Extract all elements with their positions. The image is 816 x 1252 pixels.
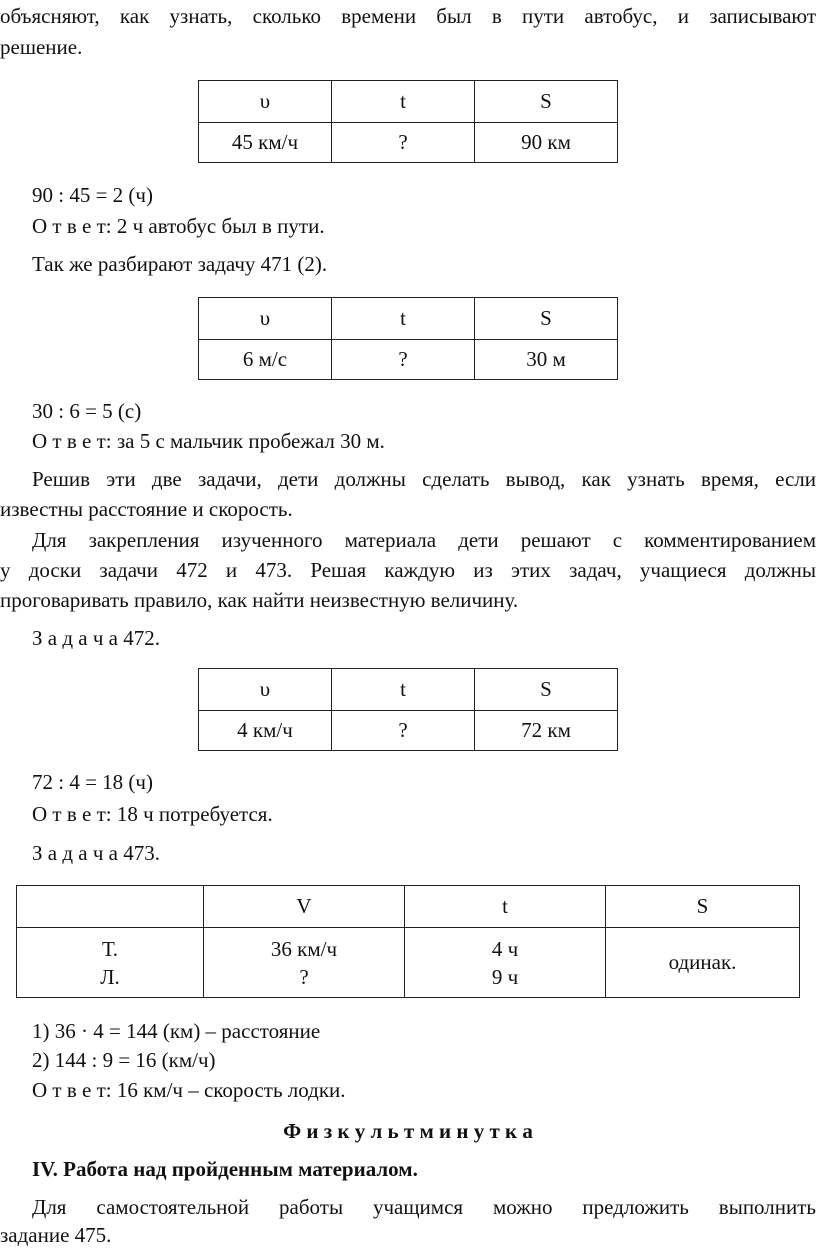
cell-times (405, 928, 606, 998)
cell-names (17, 928, 204, 998)
table-row (199, 123, 618, 163)
cell-speed: 6 м/с (199, 340, 332, 380)
intro-line-2: решение. (0, 35, 83, 59)
cell-distance: 30 м (475, 340, 618, 380)
header-time: t (405, 886, 606, 928)
table-472 (198, 668, 618, 751)
fizminutka-heading: Ф и з к у л ь т м и н у т к а (283, 1119, 533, 1143)
section-line-2: задание 475. (0, 1223, 112, 1247)
section-title: IV. Работа над пройденным материалом. (32, 1157, 418, 1181)
header-time: t (332, 81, 475, 123)
para2-line-3: проговаривать правило, как найти неизвестную величину. (0, 588, 519, 612)
cell-distance: одинак. (606, 928, 800, 998)
header-time: t (332, 298, 475, 340)
table-row (199, 340, 618, 380)
calc-2: 30 : 6 = 5 (с) (32, 399, 142, 423)
header-distance: S (475, 669, 618, 711)
task-473-label: З а д а ч а 473. (32, 841, 160, 865)
cell-speed: 4 км/ч (199, 711, 332, 751)
cell-time: ? (332, 123, 475, 163)
name-l: Л. (100, 964, 120, 989)
step-1: 1) 36 · 4 = 144 (км) – расстояние (32, 1019, 321, 1043)
answer-2: О т в е т: за 5 с мальчик пробежал 30 м. (32, 429, 385, 453)
para2-line-2: у доски задачи 472 и 473. Решая каждую из этих задач, учащиеся должны (0, 558, 816, 582)
header-speed: υ (199, 298, 332, 340)
table-header-row (199, 81, 618, 123)
table-471-1 (198, 80, 618, 163)
para1-line-1: Решив эти две задачи, дети должны сделать вывод, как узнать время, если (32, 467, 816, 491)
answer-472: О т в е т: 18 ч потребуется. (32, 802, 273, 826)
transition-text: Так же разбирают задачу 471 (2). (32, 252, 328, 276)
table-471-2 (198, 297, 618, 380)
calc-1: 90 : 45 = 2 (ч) (32, 183, 153, 207)
para1-line-2: известны расстояние и скорость. (0, 497, 293, 521)
table-473 (16, 885, 800, 998)
time-t: 4 ч (491, 936, 519, 961)
calc-472: 72 : 4 = 18 (ч) (32, 770, 153, 794)
table-header-row (17, 886, 800, 928)
cell-time: ? (332, 340, 475, 380)
header-empty (17, 886, 204, 928)
cell-distance: 90 км (475, 123, 618, 163)
answer-1: О т в е т: 2 ч автобус был в пути. (32, 214, 325, 238)
header-speed: υ (199, 669, 332, 711)
header-distance: S (475, 298, 618, 340)
cell-distance: 72 км (475, 711, 618, 751)
header-speed: υ (199, 81, 332, 123)
task-472-label: З а д а ч а 472. (32, 626, 160, 650)
speed-t: 36 км/ч (270, 936, 338, 961)
header-time: t (332, 669, 475, 711)
answer-473: О т в е т: 16 км/ч – скорость лодки. (32, 1078, 346, 1102)
table-row (199, 711, 618, 751)
cell-speed: 45 км/ч (199, 123, 332, 163)
step-2: 2) 144 : 9 = 16 (км/ч) (32, 1048, 216, 1072)
table-header-row (199, 298, 618, 340)
header-distance: S (475, 81, 618, 123)
name-t: Т. (102, 936, 118, 961)
speed-l: ? (299, 964, 309, 989)
cell-time: ? (332, 711, 475, 751)
intro-line-1: объясняют, как узнать, сколько времени был в пути автобус, и записывают (0, 4, 816, 28)
header-distance: S (606, 886, 800, 928)
table-row (17, 928, 800, 998)
header-speed: V (204, 886, 405, 928)
cell-speeds (204, 928, 405, 998)
section-line-1: Для самостоятельной работы учащимся можно предложить выполнить (32, 1195, 816, 1219)
time-l: 9 ч (491, 964, 519, 989)
table-header-row (199, 669, 618, 711)
para2-line-1: Для закрепления изученного материала дети решают с комментированием (32, 528, 816, 552)
